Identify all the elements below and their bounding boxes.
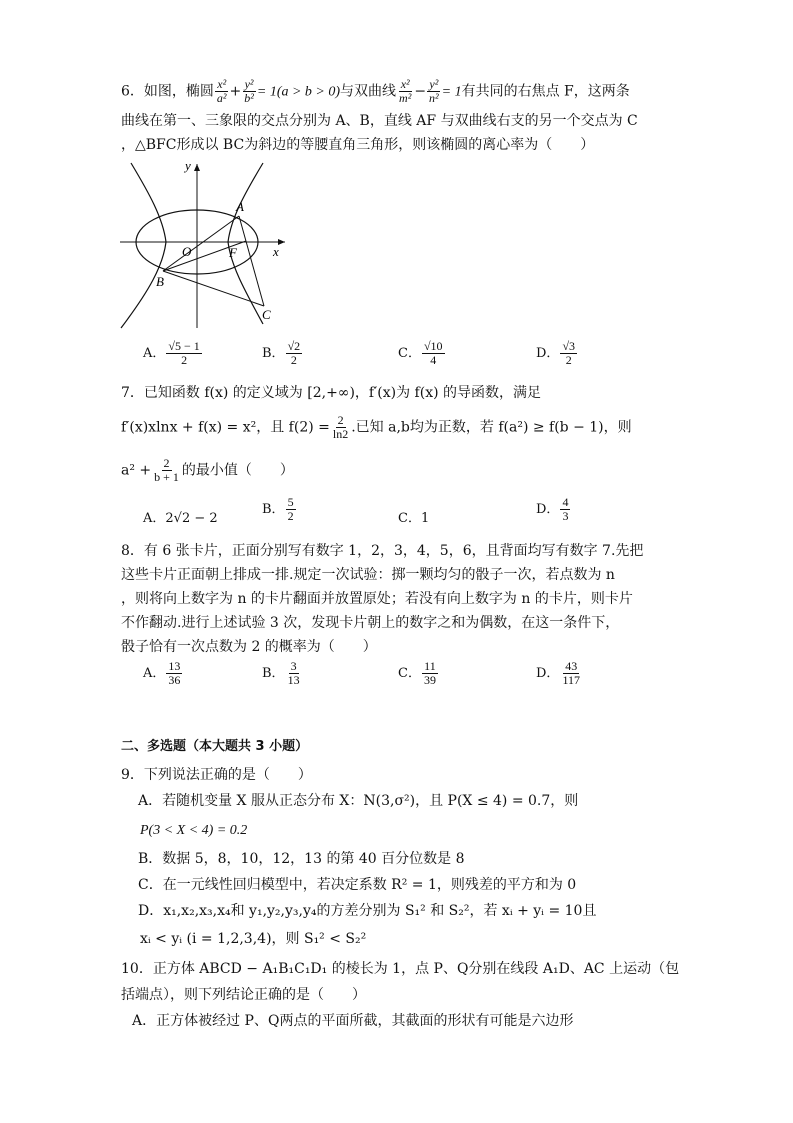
- x-axis-arrow: [278, 239, 285, 245]
- q8-option-b[interactable]: B． $\frac{3}{13}$: [262, 659, 300, 687]
- q6-option-d[interactable]: D． $\frac{√3}{2}$: [536, 339, 576, 367]
- q8-line5: 骰子恰有一次点数为 2 的概率为（ ）: [121, 639, 377, 655]
- line-BC: [163, 271, 264, 306]
- label-C: C: [262, 307, 271, 322]
- hyperbola-frac-x: $\frac{\text{x²}}{\text{m²}}$: [399, 77, 412, 105]
- expr-frac: $\frac{2}{b + 1}$: [154, 456, 179, 484]
- section-heading-multi-choice: 二、多选题（本大题共 3 小题）: [121, 739, 309, 754]
- q9-option-d-line1[interactable]: D．x₁,x₂,x₃,x₄和 y₁,y₂,y₃,y₄的方差分别为 S₁² 和 S₂²，若 xᵢ + yᵢ = 10且: [138, 903, 597, 919]
- label-O: O: [182, 244, 192, 259]
- q6-option-a[interactable]: A． $\frac{√5 - 1}{2}$: [143, 339, 200, 367]
- q7-option-d[interactable]: D． $\frac{4}{3}$: [536, 495, 569, 523]
- ellipse-frac-y: $\frac{\text{y²}}{\text{b²}}$: [244, 77, 254, 105]
- label-B: B: [156, 274, 164, 289]
- q6-option-c[interactable]: C． $\frac{√10}{4}$: [398, 339, 443, 367]
- q8-option-c[interactable]: C． $\frac{11}{39}$: [398, 659, 436, 687]
- q7-line2: f′(x)xlnx + f(x) = x²，且 f(2) = $\frac{2}{\ln 2}$ .已知 a,b均为正数，若 f(a²) ≥ f(b − 1)，则: [121, 413, 632, 441]
- q6-line3: ，△BFC形成以 BC为斜边的等腰直角三角形，则该椭圆的离心率为（ ）: [121, 137, 595, 153]
- q7-option-b[interactable]: B． $\frac{5}{2}$: [262, 495, 294, 523]
- f2-frac: $\frac{2}{\ln 2}$: [332, 413, 349, 441]
- q10-option-a[interactable]: A．正方体被经过 P、Q两点的平面所截，其截面的形状有可能是六边形: [132, 1013, 574, 1029]
- q9-option-a-line2: P(3 < X < 4) = 0.2: [140, 823, 248, 838]
- label-A: A: [236, 199, 244, 214]
- q9-option-a-line1[interactable]: A．若随机变量 X 服从正态分布 X：N(3,σ²)，且 P(X ≤ 4) = 0.7，则: [138, 793, 579, 809]
- hyperbola-frac-y: $\frac{\text{y²}}{\text{n²}}$: [429, 77, 439, 105]
- q7-option-a[interactable]: A．2√2 − 2: [143, 511, 218, 526]
- q9-stem: 9．下列说法正确的是（ ）: [121, 767, 312, 783]
- q7-line3: a² + $\frac{2}{b + 1}$ 的最小值（ ）: [121, 456, 294, 484]
- y-axis-arrow: [194, 164, 200, 171]
- ellipse-hyperbola-figure: [115, 158, 295, 333]
- q6-line2: 曲线在第一、三象限的交点分别为 A、B，直线 AF 与双曲线右支的另一个交点为 C: [121, 113, 638, 129]
- label-F: F: [229, 245, 237, 260]
- q8-line2: 这些卡片正面朝上排成一排.规定一次试验：掷一颗均匀的骰子一次，若点数为 n: [121, 567, 615, 583]
- q10-line2: 括端点），则下列结论正确的是（ ）: [121, 987, 366, 1003]
- q9-option-b[interactable]: B．数据 5，8，10，12，13 的第 40 百分位数是 8: [138, 851, 465, 867]
- q8-line3: ，则将向上数字为 n 的卡片翻面并放置原处；若没有向上数字为 n 的卡片，则卡片: [121, 591, 633, 607]
- q9-option-c[interactable]: C．在一元线性回归模型中，若决定系数 R² = 1，则残差的平方和为 0: [138, 877, 577, 893]
- q6-option-b[interactable]: B． $\frac{√2}{2}$: [262, 339, 301, 367]
- hyperbola-left-branch: [121, 163, 166, 328]
- label-y: y: [185, 158, 191, 173]
- q6-line1: 6．如图，椭圆 $\frac{\text{x²}}{\text{a²}}$ + $\frac{\text{y²}}{\text{b²}}$ = 1(a > b > 0)与双曲线 $\frac{\text{x²}}{\text{m²}}$ − $\frac{\text{y²}}{\text{n²}}$ = 1有共同的右焦点 F，这两条: [121, 77, 630, 105]
- q8-line1: 8．有 6 张卡片，正面分别写有数字 1，2，3，4，5，6，且背面均写有数字 7.先把: [121, 543, 644, 559]
- q7-line1: 7．已知函数 f(x) 的定义域为 [2,+∞)，f′(x)为 f(x) 的导函数，满足: [121, 385, 542, 401]
- q9-option-d-line2: xᵢ < yᵢ (i = 1,2,3,4)，则 S₁² < S₂²: [140, 931, 367, 947]
- q8-option-d[interactable]: D． $\frac{43}{117}$: [536, 659, 580, 687]
- q10-line1: 10．正方体 ABCD − A₁B₁C₁D₁ 的棱长为 1，点 P、Q分别在线段 A₁D、AC 上运动（包: [121, 961, 680, 977]
- q7-option-c[interactable]: C．1: [398, 511, 430, 526]
- label-x: x: [273, 244, 279, 259]
- line-AC: [239, 216, 264, 306]
- ellipse-frac-x: $\frac{\text{x²}}{\text{a²}}$: [216, 77, 227, 105]
- q8-option-a[interactable]: A． $\frac{13}{36}$: [143, 659, 181, 687]
- q8-line4: 不作翻动.进行上述试验 3 次，发现卡片朝上的数字之和为偶数，在这一条件下，: [121, 615, 620, 631]
